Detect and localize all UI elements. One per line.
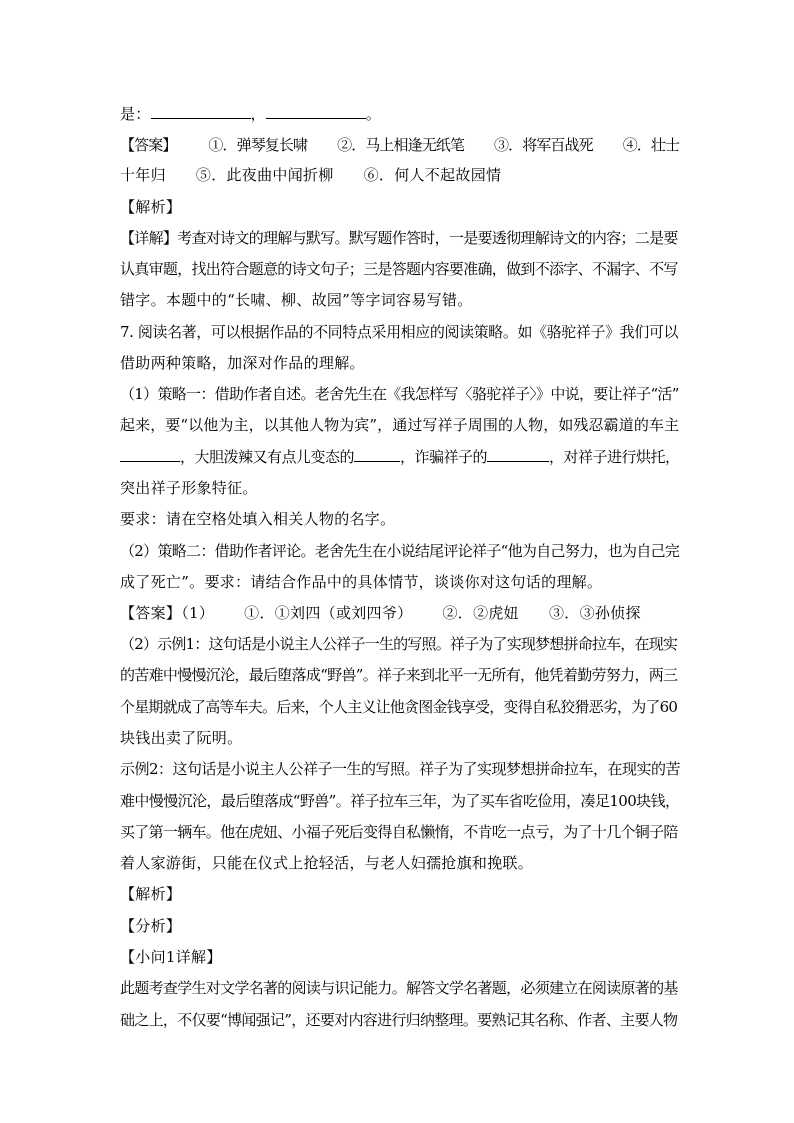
answer-line [120,603,680,623]
paragraph-line: 认真审题，找出符合题意的诗文句子；三是答题内容要准确，做到不添字、不漏字、不写 [120,260,678,278]
paragraph-line: 块钱出卖了阮明。 [120,729,243,747]
fill-blank[interactable] [120,447,180,462]
paragraph-line: 难中慢慢沉沦，最后堕落成“野兽”。祥子拉车三年，为了买车省吃俭用，凑足100块钱， [120,792,680,810]
answer-item: ①．弹琴复长啸 [208,136,308,154]
text: ，诈骗祥子的 [400,448,488,466]
question-blanks-line [120,447,680,467]
section-heading: 【小问1详解】 [120,948,222,966]
question-line: 7. 阅读名著，可以根据作品的不同特点采用相应的阅读策略。如《骆驼祥子》我们可以 [120,323,679,341]
answer-blanks-line [120,104,680,124]
paragraph-line: 此题考查学生对文学名著的阅读与识记能力。解答文学名著题，必须建立在阅读原著的基 [120,979,678,997]
answer-item: ③．将军百战死 [494,136,593,154]
fill-blank[interactable] [487,447,549,462]
answer-tag: 【答案】 [120,136,177,154]
question-line: 借助两种策略，加深对作品的理解。 [120,354,365,372]
paragraph-line: 着人家游街，只能在仪式上抢轻活，与老人妇孺抢旗和挽联。 [120,854,534,872]
paragraph-line: 示例2：这句话是小说主人公祥子一生的写照。祥子为了实现梦想拼命拉车，在现实的苦 [120,760,681,778]
paragraph-line: （2）示例1：这句话是小说主人公祥子一生的写照。祥子为了实现梦想拼命拉车，在现实 [120,635,678,653]
fill-blank[interactable] [151,104,251,119]
answer-item: ⑤．此夜曲中闻折柳 [195,166,334,184]
question-line: 成了死亡”。要求：请结合作品中的具体情节，谈谈你对这句话的理解。 [120,573,603,591]
text: ，对祥子进行烘托， [549,448,680,466]
question-line: 要求：请在空格处填入相关人物的名字。 [120,510,396,528]
section-heading: 【解析】 [120,198,182,216]
paragraph-line: 错字。本题中的“长啸、柳、故园”等字词容易写错。 [120,291,473,309]
question-line: 起来，要“以他为主，以其他人物为宾”，通过写祥子周围的人物，如残忍霸道的车主 [120,416,680,434]
question-line: 突出祥子形象特征。 [120,479,258,497]
answer-item: ④．壮士 [622,136,680,154]
paragraph-line: 买了第一辆车。他在虎妞、小福子死后变得自私懒惰，不肯吃一点亏，为了十几个铜子陪 [120,823,678,841]
fill-blank[interactable] [266,104,366,119]
answer-line [120,135,680,155]
answer-item: ②．马上相逢无纸笔 [337,136,465,154]
answer-item: 十年归 [120,166,166,184]
paragraph-line: 的苦难中慢慢沉沦，最后堕落成“野兽”。祥子来到北平一无所有，他凭着勤劳努力，两三 [120,666,678,684]
text: ， [250,105,266,123]
fill-blank[interactable] [354,447,400,462]
question-line: （1）策略一：借助作者自述。老舍先生在《我怎样写〈骆驼祥子〉》中说，要让祥子“活” [120,385,679,403]
paragraph-line: 础之上，不仅要“博闻强记”，还要对内容进行归纳整理。要熟记其名称、作者、主要人物 [120,1011,678,1029]
answer-tag: 【答案】（1） [120,604,215,622]
text: 是： [120,105,151,123]
text: 。 [365,105,382,123]
section-heading: 【分析】 [120,917,182,935]
text: ，大胆泼辣又有点儿变态的 [180,448,355,466]
answer-line-cont [120,165,680,185]
answer-item: ③．③孙侦探 [548,604,641,622]
paragraph-line: 个星期就成了高等车夫。后来，个人主义让他贪图金钱享受，变得自私狡猾恶劣，为了60 [120,698,678,716]
section-heading: 【解析】 [120,885,182,903]
answer-item: ⑥．何人不起故园情 [363,166,502,184]
question-line: （2）策略二：借助作者评论。老舍先生在小说结尾评论祥子“他为自己努力，也为自己完 [120,542,680,560]
answer-item: ①．①刘四（或刘四爷） [244,604,413,622]
paragraph-line: 【详解】考查对诗文的理解与默写。默写题作答时，一是要透彻理解诗文的内容；二是要 [120,229,678,247]
answer-item: ②．②虎妞 [442,604,519,622]
